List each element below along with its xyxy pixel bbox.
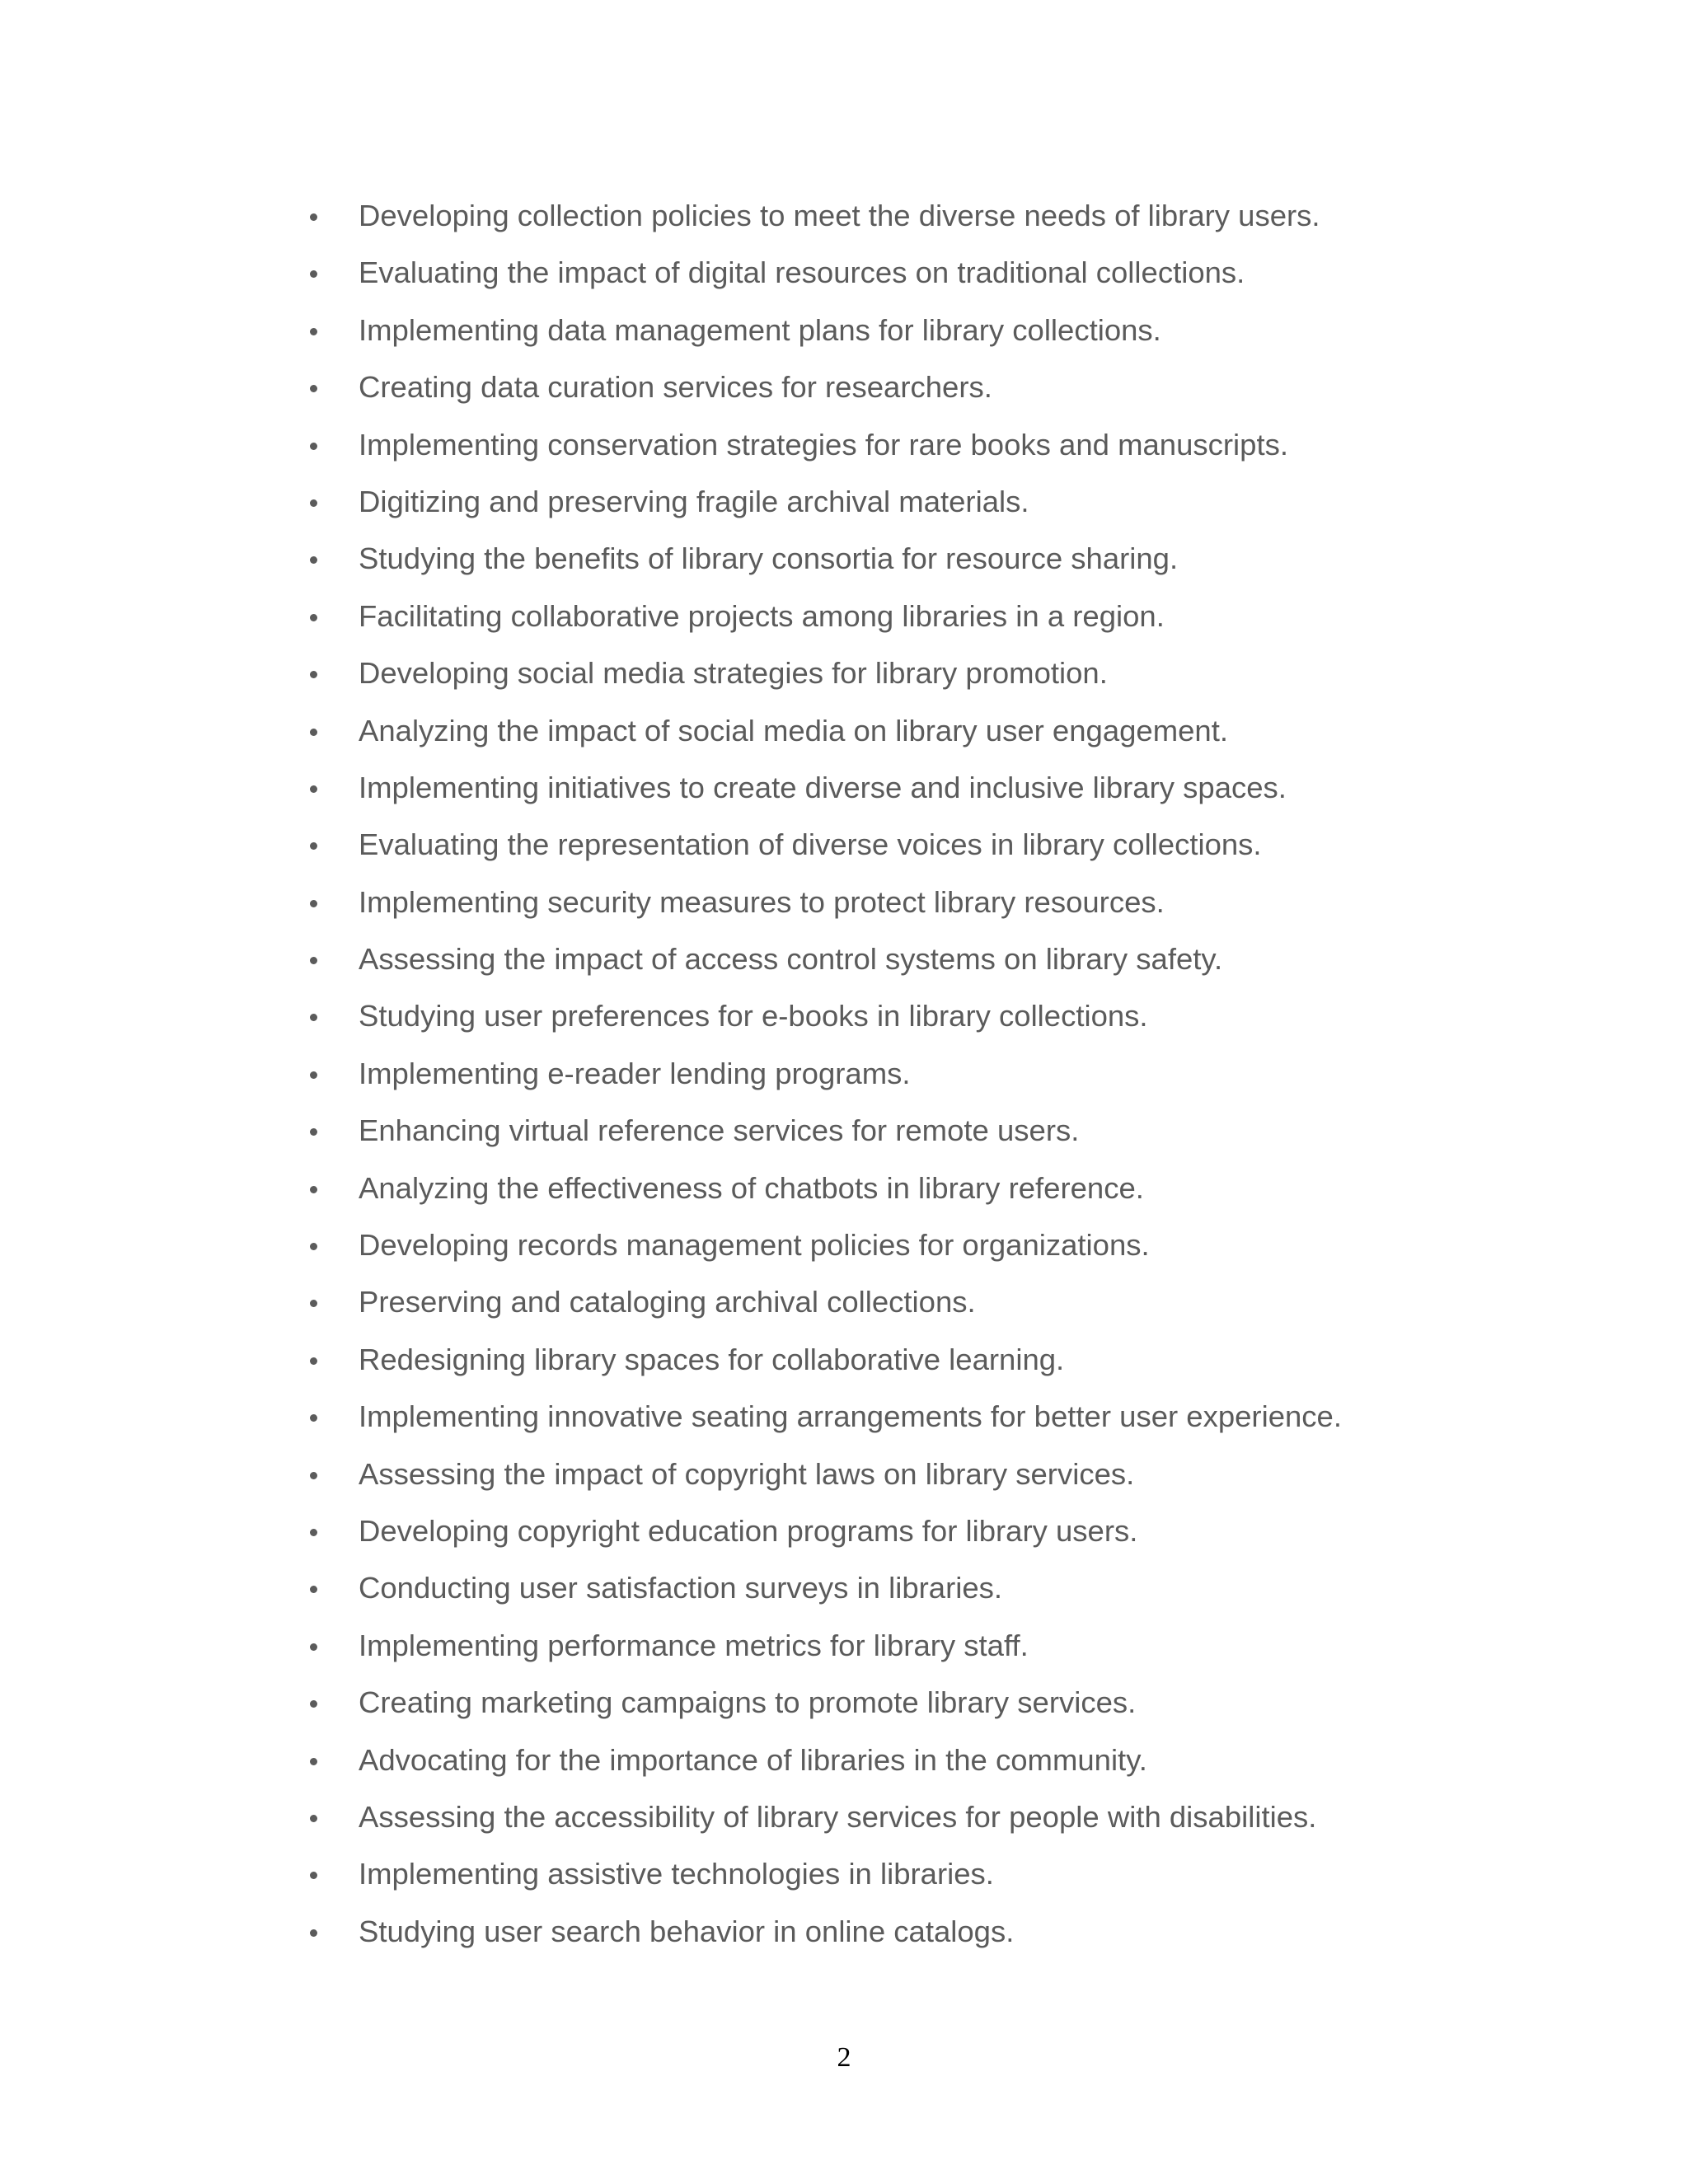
list-item bbox=[305, 1570, 1591, 1627]
bullet-icon bbox=[310, 1586, 317, 1593]
list-item bbox=[305, 1227, 1591, 1284]
list-item-text: Implementing data management plans for library collections. bbox=[359, 312, 1161, 347]
list-item bbox=[305, 1914, 1591, 1971]
bullet-icon bbox=[310, 1929, 317, 1937]
bullet-icon bbox=[310, 671, 317, 678]
list-item bbox=[305, 1685, 1591, 1741]
list-item-text: Implementing conservation strategies for rare books and manuscripts. bbox=[359, 427, 1288, 462]
bullet-icon bbox=[310, 1758, 317, 1765]
bullet-icon bbox=[310, 1014, 317, 1021]
list-item-text: Analyzing the effectiveness of chatbots in library reference. bbox=[359, 1170, 1144, 1205]
bullet-icon bbox=[310, 957, 317, 964]
list-item bbox=[305, 369, 1591, 426]
bullet-icon bbox=[310, 614, 317, 621]
list-item bbox=[305, 255, 1591, 312]
list-item-text: Evaluating the impact of digital resources on traditional collections. bbox=[359, 255, 1245, 290]
list-item-text: Assessing the impact of copyright laws on library services. bbox=[359, 1456, 1135, 1491]
list-item bbox=[305, 1628, 1591, 1685]
list-item-text: Implementing initiatives to create diverse and inclusive library spaces. bbox=[359, 770, 1287, 804]
bullet-icon bbox=[310, 213, 317, 221]
list-item bbox=[305, 1284, 1591, 1341]
bullet-icon bbox=[310, 443, 317, 450]
list-item bbox=[305, 1056, 1591, 1113]
bullet-icon bbox=[310, 1357, 317, 1365]
list-item-text: Evaluating the representation of diverse voices in library collections. bbox=[359, 827, 1262, 862]
bullet-list bbox=[305, 198, 1591, 1971]
list-item-text: Assessing the accessibility of library services for people with disabilities. bbox=[359, 1799, 1317, 1834]
list-item bbox=[305, 484, 1591, 541]
list-item bbox=[305, 884, 1591, 941]
list-item-text: Facilitating collaborative projects among libraries in a region. bbox=[359, 598, 1165, 633]
list-item-text: Preserving and cataloging archival collections. bbox=[359, 1285, 976, 1319]
bullet-icon bbox=[310, 729, 317, 736]
bullet-icon bbox=[310, 1071, 317, 1079]
list-item-text: Conducting user satisfaction surveys in libraries. bbox=[359, 1571, 1003, 1605]
bullet-icon bbox=[310, 900, 317, 907]
list-item-text: Assessing the impact of access control systems on library safety. bbox=[359, 942, 1223, 977]
bullet-icon bbox=[310, 1472, 317, 1479]
list-item-text: Implementing security measures to protect library resources. bbox=[359, 884, 1165, 919]
list-item-text: Implementing performance metrics for library staff. bbox=[359, 1628, 1029, 1662]
list-item bbox=[305, 1342, 1591, 1399]
list-item bbox=[305, 1399, 1591, 1455]
bullet-icon bbox=[310, 556, 317, 564]
list-item bbox=[305, 1742, 1591, 1799]
bullet-icon bbox=[310, 328, 317, 335]
list-item-text: Developing collection policies to meet the diverse needs of library users. bbox=[359, 199, 1320, 232]
bullet-icon bbox=[310, 1300, 317, 1307]
list-item-text: Studying the benefits of library consortia for resource sharing. bbox=[359, 541, 1179, 576]
list-item-text: Enhancing virtual reference services for remote users. bbox=[359, 1113, 1080, 1148]
list-item bbox=[305, 598, 1591, 655]
list-item bbox=[305, 1456, 1591, 1513]
list-item bbox=[305, 1170, 1591, 1227]
list-item-text: Advocating for the importance of libraries in the community. bbox=[359, 1742, 1147, 1777]
bullet-icon bbox=[310, 1529, 317, 1536]
list-item bbox=[305, 198, 1591, 255]
list-item-text: Developing copyright education programs for library users. bbox=[359, 1513, 1138, 1548]
list-item-text: Redesigning library spaces for collaborative learning. bbox=[359, 1342, 1065, 1376]
list-item bbox=[305, 541, 1591, 598]
bullet-icon bbox=[310, 1815, 317, 1822]
bullet-icon bbox=[310, 1186, 317, 1193]
list-item-text: Creating data curation services for researchers. bbox=[359, 370, 992, 405]
list-item-text: Developing records management policies for organizations. bbox=[359, 1228, 1150, 1263]
list-item bbox=[305, 998, 1591, 1055]
bullet-icon bbox=[310, 785, 317, 793]
list-item bbox=[305, 827, 1591, 883]
bullet-icon bbox=[310, 1700, 317, 1708]
bullet-icon bbox=[310, 499, 317, 507]
bullet-icon bbox=[310, 1128, 317, 1136]
list-item-text: Implementing assistive technologies in libraries. bbox=[359, 1857, 994, 1891]
list-item-text: Digitizing and preserving fragile archival materials. bbox=[359, 484, 1029, 518]
list-item bbox=[305, 1113, 1591, 1169]
bullet-icon bbox=[310, 842, 317, 850]
bullet-icon bbox=[310, 385, 317, 392]
list-item-text: Creating marketing campaigns to promote library services. bbox=[359, 1685, 1137, 1720]
bullet-icon bbox=[310, 270, 317, 278]
list-item bbox=[305, 770, 1591, 827]
list-item-text: Implementing e-reader lending programs. bbox=[359, 1056, 911, 1090]
list-item-text: Analyzing the impact of social media on library user engagement. bbox=[359, 713, 1229, 748]
list-item bbox=[305, 1856, 1591, 1913]
list-item bbox=[305, 312, 1591, 369]
list-item-text: Studying user search behavior in online catalogs. bbox=[359, 1914, 1015, 1948]
list-item bbox=[305, 427, 1591, 484]
list-item bbox=[305, 1799, 1591, 1856]
bullet-icon bbox=[310, 1872, 317, 1879]
list-item bbox=[305, 713, 1591, 770]
list-item-text: Developing social media strategies for library promotion. bbox=[359, 656, 1108, 691]
list-item bbox=[305, 1513, 1591, 1570]
page-number: 2 bbox=[837, 2042, 851, 2073]
bullet-icon bbox=[310, 1414, 317, 1422]
list-item-text: Implementing innovative seating arrangements for better user experience. bbox=[359, 1399, 1342, 1434]
bullet-icon bbox=[310, 1643, 317, 1651]
list-item bbox=[305, 941, 1591, 998]
list-item bbox=[305, 655, 1591, 712]
list-item-text: Studying user preferences for e-books in library collections. bbox=[359, 999, 1148, 1033]
bullet-icon bbox=[310, 1243, 317, 1250]
